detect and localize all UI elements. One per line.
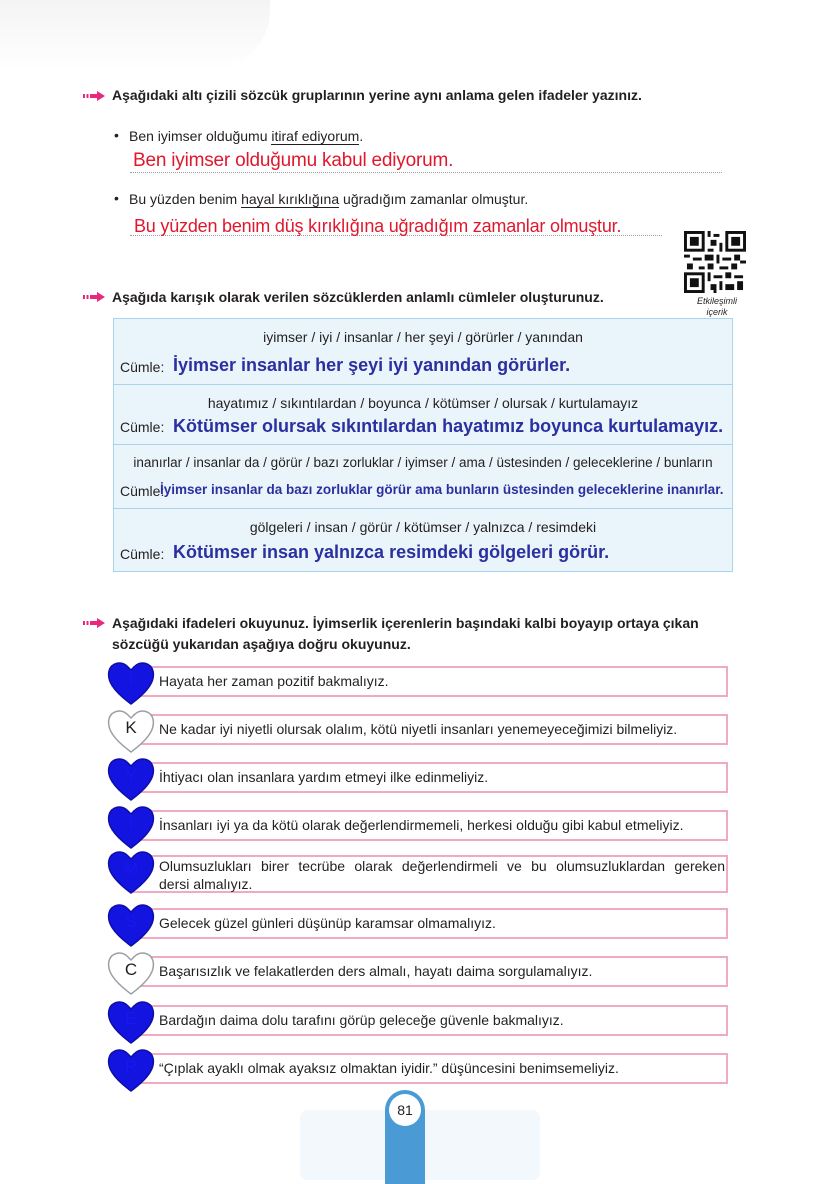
- section1-instruction: Aşağıdaki altı çizili sözcük gruplarının yerine aynı anlama gelen ifadeler yazınız.: [112, 87, 642, 103]
- sentence-label: Cümle:: [120, 419, 165, 435]
- statement-text: Gelecek güzel günleri düşünüp karamsar olmamalıyız.: [159, 915, 496, 931]
- section3-instruction: Aşağıdaki ifadeleri okuyunuz. İyimserlik içerenlerin başındaki kalbi boyayıp ortaya çıkan sözcüğü yukarıdan aşağıya doğru okuyunuz.: [112, 615, 699, 652]
- sentence-answer[interactable]: İyimser insanlar da bazı zorluklar görür ama bunların üstesinden geleceklerine inanırlar.: [160, 482, 724, 497]
- heart-letter: İ: [128, 670, 134, 689]
- underlined-phrase: itiraf ediyorum: [271, 128, 360, 144]
- table-row: [114, 384, 732, 445]
- sentence-answer[interactable]: Kötümser olursak sıkıntılardan hayatımız boyunca kurtulamayız.: [173, 416, 724, 436]
- bullet-icon: •: [114, 190, 119, 206]
- heart-letter: E: [125, 1009, 137, 1028]
- scrambled-words: hayatımız / sıkıntılardan / boyunca / kötümser / olursak / kurtulamayız: [207, 395, 639, 411]
- scrambled-words: gölgeleri / insan / görür / kötümser / yalnızca / resimdeki: [249, 519, 597, 535]
- table-row: [114, 318, 732, 384]
- scrambled-words: inanırlar / insanlar da / görür / bazı zorluklar / iyimser / ama / üstesinden / geleceklerine / bunların: [133, 455, 713, 470]
- heart-letter: C: [124, 960, 138, 979]
- underlined-phrase: hayal kırıklığına: [241, 191, 340, 207]
- heart-letter: S: [125, 912, 137, 931]
- heart-letter: K: [125, 718, 137, 737]
- sentence-label: Cümle:: [120, 546, 165, 562]
- statement-text: Bardağın daima dolu tarafını görüp geleceğe güvenle bakmalıyız.: [159, 1012, 564, 1028]
- table-row: [114, 508, 732, 571]
- statement-text: Hayata her zaman pozitif bakmalıyız.: [159, 673, 389, 689]
- scrambled-words: iyimser / iyi / insanlar / her şeyi / görürler / yanından: [263, 329, 583, 345]
- section1-item1: Ben iyimser olduğumu itiraf ediyorum.: [129, 128, 364, 144]
- table-row: [114, 444, 732, 509]
- section1-answer2[interactable]: Bu yüzden benim düş kırıklığına uğradığım zamanlar olmuştur.: [134, 216, 622, 236]
- page-number: 81: [389, 1094, 421, 1126]
- heart-letter: İ: [128, 814, 134, 833]
- statement-text: İhtiyacı olan insanlara yardım etmeyi ilke edinmeliyiz.: [159, 769, 489, 785]
- arrow-icon: [83, 91, 105, 101]
- bullet-icon: •: [114, 127, 119, 143]
- sentence-answer[interactable]: Kötümser insan yalnızca resimdeki gölgeleri görür.: [173, 542, 610, 562]
- statement-text: “Çıplak ayaklı olmak ayaksız olmaktan iyidir.” düşüncesini benimsemeliyiz.: [159, 1060, 619, 1076]
- sentence-table: [113, 318, 733, 572]
- section2-instruction: Aşağıda karışık olarak verilen sözcüklerden anlamlı cümleler oluşturunuz.: [112, 289, 604, 305]
- sentence-answer[interactable]: İyimser insanlar her şeyi iyi yanından görürler.: [173, 355, 571, 375]
- section1-answer1[interactable]: Ben iyimser olduğumu kabul ediyorum.: [133, 150, 454, 171]
- statement-text: İnsanları iyi ya da kötü olarak değerlendirmemeli, herkesi olduğu gibi kabul etmeliyiz.: [159, 817, 684, 833]
- statement-text: Olumsuzlukları birer tecrübe olarak değerlendirmeli ve bu olumsuzluklardan gereken dersi almalıyız.: [159, 858, 725, 892]
- qr-code-icon[interactable]: [684, 231, 746, 293]
- heart-letter: M: [123, 859, 139, 878]
- section1-item2: Bu yüzden benim hayal kırıklığına uğradığım zamanlar olmuştur.: [129, 191, 529, 207]
- answer-line: [130, 172, 722, 173]
- heart-letter: Y: [125, 766, 137, 785]
- heart-letter: R: [124, 1057, 138, 1076]
- arrow-icon: [83, 292, 105, 302]
- sentence-label: Cümle:: [120, 359, 165, 375]
- qr-caption: Etkileşimli içerik: [696, 296, 737, 317]
- statement-text: Ne kadar iyi niyetli olursak olalım, kötü niyetli insanları yenemeyeceğimizi bilmeliyiz.: [159, 721, 678, 737]
- corner-decoration: [0, 0, 270, 70]
- arrow-icon: [83, 618, 105, 628]
- statement-text: Başarısızlık ve felakatlerden ders almalı, hayatı daima sorgulamalıyız.: [159, 963, 593, 979]
- sentence-label: Cümle:: [120, 483, 165, 499]
